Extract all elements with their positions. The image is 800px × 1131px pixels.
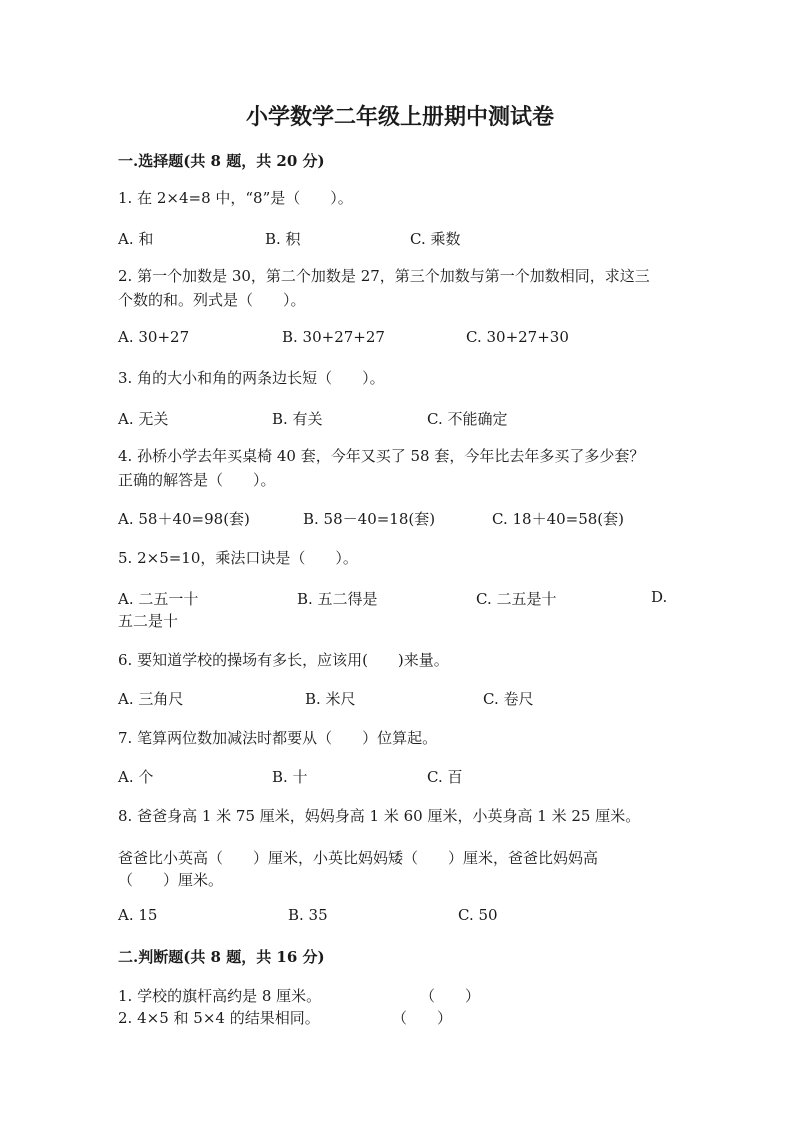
- page-title: 小学数学二年级上册期中测试卷: [245, 104, 554, 130]
- q1-option-b: B. 积: [265, 230, 301, 248]
- q3-option-a: A. 无关: [118, 410, 169, 428]
- question-3: 3. 角的大小和角的两条边长短（ ）。: [118, 369, 385, 387]
- q6-option-a: A. 三角尺: [118, 690, 184, 708]
- q4-option-b: B. 58－40=18(套): [303, 510, 436, 528]
- q4-option-c: C. 18＋40=58(套): [492, 510, 625, 528]
- question-8-line-2: 爸爸比小英高（ ）厘米，小英比妈妈矮（ ）厘米，爸爸比妈妈高: [118, 849, 599, 867]
- q5-option-b: B. 五二得是: [297, 590, 378, 608]
- section-heading-judgment: 二.判断题(共 8 题，共 16 分): [118, 948, 325, 966]
- question-5: 5. 2×5=10，乘法口诀是（ ）。: [118, 549, 358, 567]
- judgment-2: 2. 4×5 和 5×4 的结果相同。: [118, 1009, 320, 1027]
- q5-option-d-label: D.: [651, 588, 668, 606]
- q8-option-c: C. 50: [458, 906, 498, 924]
- question-8-line-3: （ ）厘米。: [118, 871, 224, 889]
- q1-option-a: A. 和: [118, 230, 154, 248]
- question-1: 1. 在 2×4=8 中，“8”是（ ）。: [118, 189, 353, 207]
- judgment-1: 1. 学校的旗杆高约是 8 厘米。: [118, 987, 322, 1005]
- question-2-line-1: 2. 第一个加数是 30，第二个加数是 27，第三个加数与第一个加数相同，求这三: [118, 267, 650, 285]
- q6-option-b: B. 米尺: [305, 690, 356, 708]
- q7-option-b: B. 十: [272, 768, 308, 786]
- q8-option-b: B. 35: [288, 906, 328, 924]
- question-6: 6. 要知道学校的操场有多长，应该用( )来量。: [118, 651, 449, 669]
- judgment-2-answer-paren: （ ）: [392, 1009, 453, 1027]
- question-4-line-1: 4. 孙桥小学去年买桌椅 40 套，今年又买了 58 套，今年比去年多买了多少套？: [118, 447, 645, 465]
- q5-option-c: C. 二五是十: [476, 590, 557, 608]
- question-7: 7. 笔算两位数加减法时都要从（ ）位算起。: [118, 729, 438, 747]
- question-8: 8. 爸爸身高 1 米 75 厘米，妈妈身高 1 米 60 厘米，小英身高 1 米 25 厘米。: [118, 807, 641, 825]
- section-heading-choice: 一.选择题(共 8 题，共 20 分): [118, 152, 325, 170]
- q5-option-a: A. 二五一十: [118, 590, 199, 608]
- q6-option-c: C. 卷尺: [483, 690, 534, 708]
- judgment-1-answer-paren: （ ）: [420, 987, 481, 1005]
- question-2-line-2: 个数的和。列式是（ ）。: [118, 291, 306, 309]
- question-4-line-2: 正确的解答是（ ）。: [118, 471, 276, 489]
- q5-option-d-text: 五二是十: [118, 612, 179, 630]
- q3-option-c: C. 不能确定: [427, 410, 508, 428]
- q3-option-b: B. 有关: [272, 410, 323, 428]
- q2-option-b: B. 30+27+27: [282, 328, 385, 346]
- q2-option-a: A. 30+27: [118, 328, 190, 346]
- q4-option-a: A. 58＋40=98(套): [118, 510, 250, 528]
- q1-option-c: C. 乘数: [410, 230, 461, 248]
- q7-option-a: A. 个: [118, 768, 154, 786]
- q8-option-a: A. 15: [118, 906, 158, 924]
- q7-option-c: C. 百: [427, 768, 463, 786]
- q2-option-c: C. 30+27+30: [466, 328, 569, 346]
